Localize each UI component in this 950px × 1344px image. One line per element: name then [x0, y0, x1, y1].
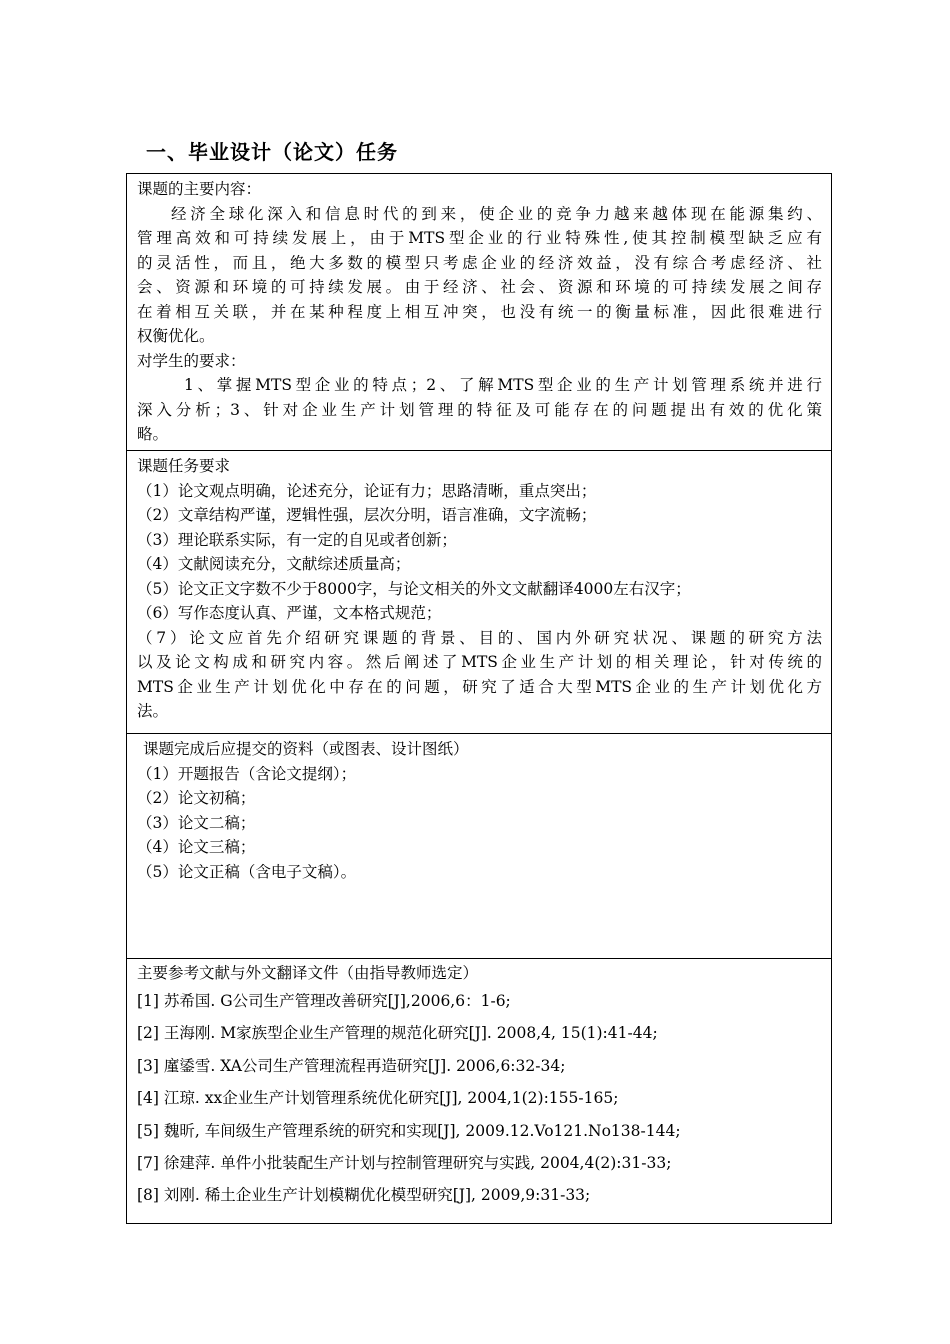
deliverables-label: 课题完成后应提交的资料（或图表、设计图纸） [143, 740, 469, 758]
task-item: （2）文章结构严谨，逻辑性强，层次分明，语言准确，文字流畅； [137, 506, 597, 524]
section-heading: 一、毕业设计（论文）任务 [146, 140, 398, 164]
reference-item: [4] 江琼. xx企业生产计划管理系统优化研究[J], 2004,1(2):155-165; [137, 1089, 619, 1108]
reference-item: [1] 苏希国. G公司生产管理改善研究[J],2006,6：1-6; [137, 992, 511, 1010]
deliverables-cell [127, 734, 831, 959]
deliverable-item: （4）论文三稿； [137, 838, 256, 856]
reference-item: [5] 魏昕, 车间级生产管理系统的研究和实现[J], 2009.12.Vo121.No138-144; [137, 1121, 681, 1140]
requirements-line: 1、掌握MTS型企业的特点；2、了解MTS型企业的生产计划管理系统并进行 [184, 376, 822, 394]
task-item: （5）论文正文字数不少于8000字，与论文相关的外文文献翻译4000左右汉字； [137, 579, 691, 598]
content-line: 在着相互关联，并在某种程度上相互冲突，也没有统一的衡量标准，因此很难进行 [137, 302, 822, 321]
task-requirements-cell [127, 451, 831, 734]
task-table [126, 173, 832, 1224]
task-item: 法。 [137, 702, 169, 720]
deliverable-item: （1）开题报告（含论文提纲）； [137, 764, 357, 783]
task-item: （3）理论联系实际，有一定的自见或者创新； [137, 530, 457, 549]
content-label: 课题的主要内容： [137, 180, 262, 198]
deliverable-item: （2）论文初稿； [137, 789, 256, 807]
requirements-line: 略。 [137, 425, 169, 443]
task-item: （6）写作态度认真、严谨，文本格式规范； [137, 604, 442, 622]
reference-item: [7] 徐建萍. 单件小批装配生产计划与控制管理研究与实践, 2004,4(2):31-33; [137, 1153, 672, 1172]
task-item: （1）论文观点明确，论述充分，论证有力；思路清晰，重点突出； [137, 481, 597, 500]
main-content-cell [127, 174, 831, 451]
deliverable-item: （3）论文二稿； [137, 813, 256, 832]
requirements-line: 深入分析；3、针对企业生产计划管理的特征及可能存在的问题提出有效的优化策 [137, 400, 822, 419]
references-cell [127, 959, 831, 1223]
task-item: （4）文献阅读充分，文献综述质量高； [137, 555, 411, 573]
content-line: 的灵活性，而且，绝大多数的模型只考虑企业的经济效益，没有综合考虑经济、社 [137, 253, 822, 272]
content-line: 管理高效和可持续发展上，由于MTS型企业的行业特殊性,使其控制模型缺乏应有 [137, 229, 822, 247]
references-label: 主要参考文献与外文翻译文件（由指导教师选定） [137, 964, 479, 982]
reference-item: [8] 刘刚. 稀土企业生产计划模糊优化模型研究[J], 2009,9:31-33; [137, 1186, 591, 1205]
reference-item: [3] 廑鋈雪. XA公司生产管理流程再造研究[J]. 2006,6:32-34; [137, 1056, 566, 1075]
reference-item: [2] 王海刚. M家族型企业生产管理的规范化研究[J]. 2008,4, 15(1):41-44; [137, 1024, 658, 1043]
content-line: 经济全球化深入和信息时代的到来，使企业的竞争力越来越体现在能源集约、 [171, 204, 822, 223]
deliverable-item: （5）论文正稿（含电子文稿）。 [137, 862, 357, 881]
content-line: 权衡优化。 [137, 327, 215, 345]
requirements-label: 对学生的要求： [137, 351, 246, 370]
task-item: 以及论文构成和研究内容。然后阐述了MTS企业生产计划的相关理论，针对传统的 [137, 653, 822, 671]
task-item: （7）论文应首先介绍研究课题的背景、目的、国内外研究状况、课题的研究方法 [137, 628, 822, 647]
content-line: 会、资源和环境的可持续发展。由于经济、社会、资源和环境的可持续发展之间存 [137, 278, 822, 296]
task-item: MTS企业生产计划优化中存在的问题，研究了适合大型MTS企业的生产计划优化方 [137, 677, 822, 696]
task-label: 课题任务要求 [137, 457, 231, 475]
